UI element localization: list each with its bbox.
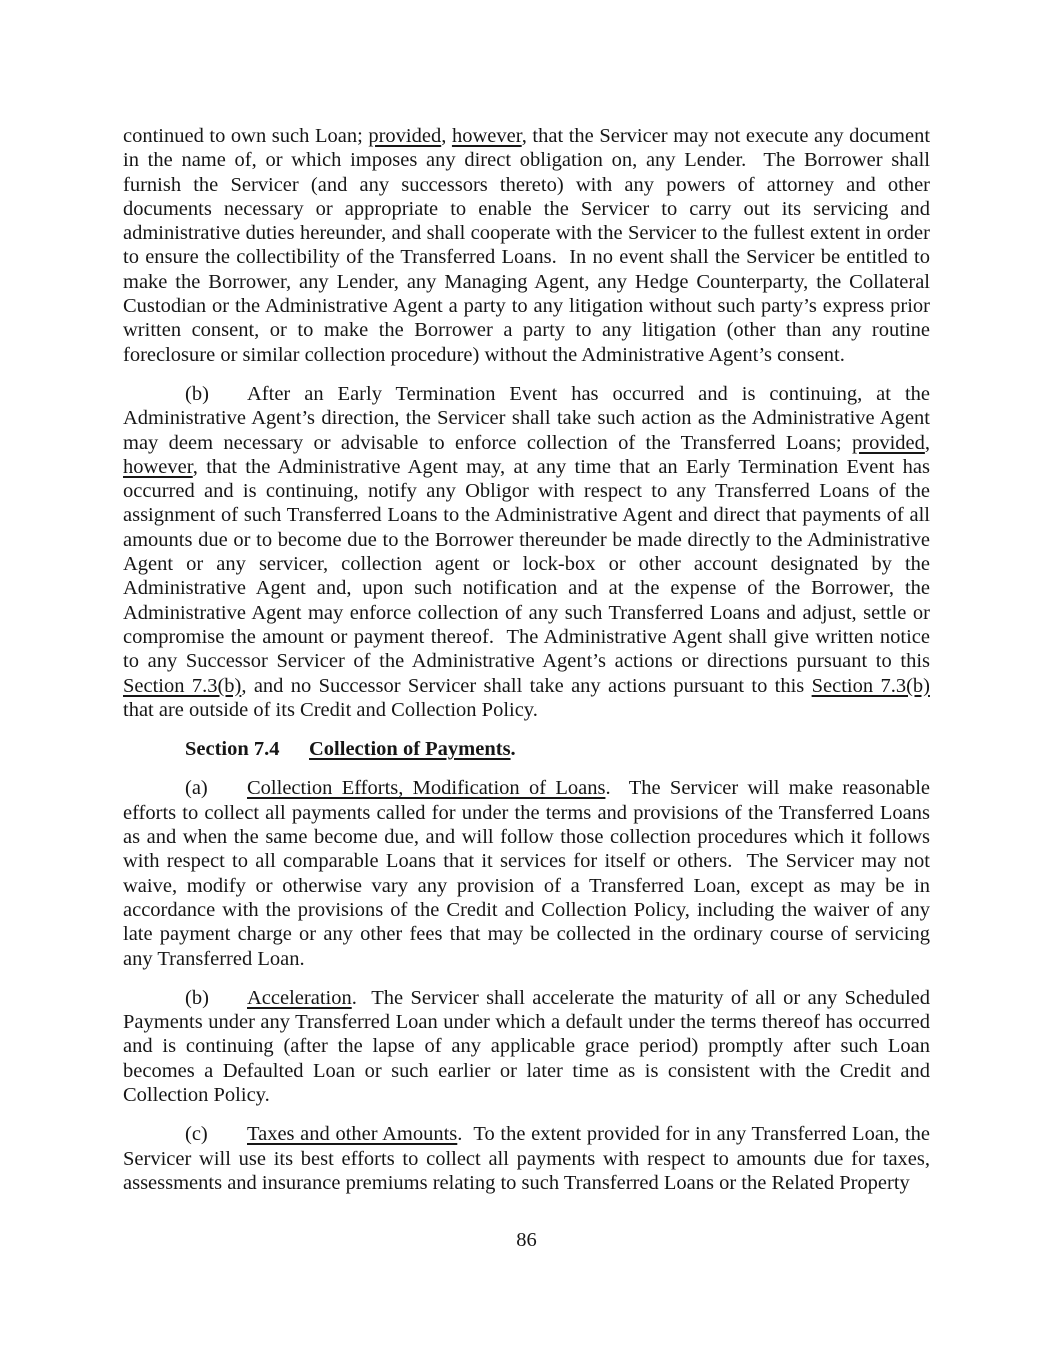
paragraph-text: Collection Efforts, Modification of Loans. The Servicer will make reasonable efforts to collect all payments called for under the terms and provisions of the Transferred Loans as and when the same become due, and will follow those collection procedures which it follows with respect to all comparable Loans that it services for itself or others. The Servicer may not waive, modify or otherwise vary any provision of a Transferred Loan, except as may be in accordance with the provisions of the Credit and Collection Policy, including the waiver of any late payment charge or any other fees that may be collected in the ordinary course of servicing any Transferred Loan.	[123, 777, 930, 970]
paragraph-label: (b)	[185, 986, 209, 1009]
paragraph-label: (b)	[185, 382, 209, 405]
section-number: Section 7.4	[185, 738, 280, 761]
paragraph-continuation	[123, 124, 930, 367]
paragraph-text: continued to own such Loan; provided, however, that the Servicer may not execute any document in the name of, or which imposes any direct obligation on, any Lender. The Borrower shall furnish the Servicer (and any successors thereto) with any powers of attorney and other documents necessary or appropriate to enable the Servicer to carry out its servicing and administrative duties hereunder, and shall cooperate with the Servicer to the fullest extent in order to ensure the collectibility of the Transferred Loans. In no event shall the Servicer be entitled to make the Borrower, any Lender, any Managing Agent, any Hedge Counterparty, the Collateral Custodian or the Administrative Agent a party to any litigation without such party’s express prior written consent, or to make the Borrower a party to any litigation (other than any routine foreclosure or similar collection procedure) without the Administrative Agent’s consent.	[123, 125, 931, 366]
paragraph-label: (a)	[185, 777, 208, 800]
paragraph-7-4-c	[123, 1122, 930, 1195]
paragraph-label: (c)	[185, 1123, 208, 1146]
paragraph-text: After an Early Termination Event has occurred and is continuing, at the Administrative Agent’s direction, the Servicer shall take such action as the Administrative Agent may deem necessary or advisable to enforce collection of the Transferred Loans; provided, however, that the Administrative Agent may, at any time that an Early Termination Event has occurred and is continuing, notify any Obligor with respect to any Transferred Loans of the assignment of such Transferred Loans to the Administrative Agent and direct that payments of all amounts due or to become due to the Borrower thereunder be made directly to the Administrative Agent or any servicer, collection agent or lock-box or other account designated by the Administrative Agent and, upon such notification and at the expense of the Borrower, the Administrative Agent may enforce collection of any such Transferred Loans and adjust, settle or compromise the amount or payment thereof. The Administrative Agent shall give written notice to any Successor Servicer of the Administrative Agent’s actions or directions pursuant to this Section 7.3(b), and no Successor Servicer shall take any actions pursuant to this Section 7.3(b) that are outside of its Credit and Collection Policy.	[123, 382, 930, 721]
section-7-4-heading	[123, 737, 930, 761]
paragraph-text: Taxes and other Amounts. To the extent provided for in any Transferred Loan, the Servicer will use its best efforts to collect all payments with respect to amounts due for taxes, assessments and insurance premiums relating to such Transferred Loans or the Related Property	[123, 1123, 931, 1194]
paragraph-7-3-b	[123, 382, 930, 722]
page-number: 86	[516, 1229, 537, 1251]
paragraph-text: Acceleration. The Servicer shall accelerate the maturity of all or any Scheduled Payments under any Transferred Loan under which a default under the terms thereof has occurred and is continuing (after the lapse of any applicable grace period) promptly after such Loan becomes a Defaulted Loan or such earlier or later time as is consistent with the Credit and Collection Policy.	[123, 986, 930, 1106]
paragraph-7-4-b	[123, 986, 930, 1107]
paragraph-7-4-a	[123, 776, 930, 970]
section-title: Collection of Payments.	[309, 738, 516, 761]
page-content	[123, 124, 930, 1210]
